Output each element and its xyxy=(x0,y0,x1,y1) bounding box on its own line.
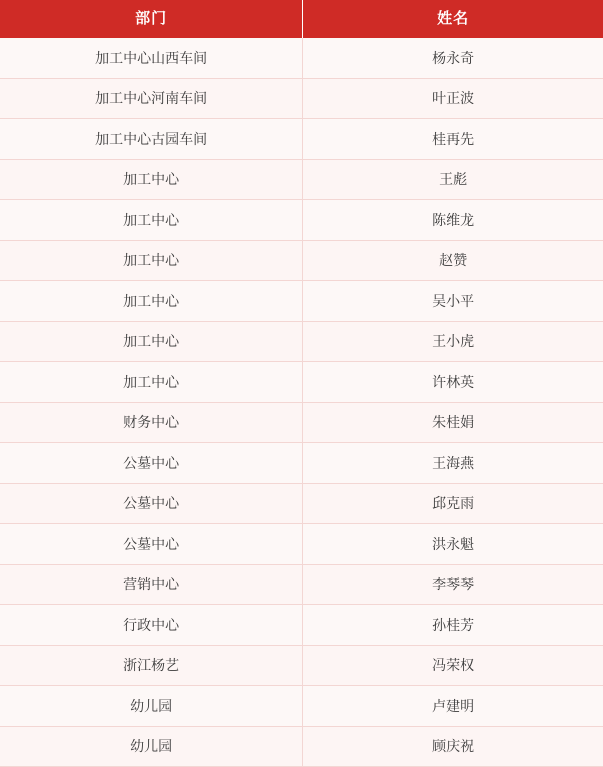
cell-name: 王小虎 xyxy=(303,321,603,362)
table-row xyxy=(0,159,603,200)
cell-department: 加工中心 xyxy=(0,159,303,200)
cell-department: 财务中心 xyxy=(0,402,303,443)
cell-department: 加工中心古园车间 xyxy=(0,119,303,160)
table-row xyxy=(0,645,603,686)
table-header xyxy=(0,0,603,38)
cell-name: 赵赞 xyxy=(303,240,603,281)
table-row xyxy=(0,321,603,362)
table-row xyxy=(0,686,603,727)
cell-department: 加工中心 xyxy=(0,240,303,281)
table-row xyxy=(0,362,603,403)
cell-name: 邱克雨 xyxy=(303,483,603,524)
cell-name: 冯荣权 xyxy=(303,645,603,686)
cell-name: 王海燕 xyxy=(303,443,603,484)
table-row xyxy=(0,605,603,646)
table-row xyxy=(0,78,603,119)
cell-department: 行政中心 xyxy=(0,605,303,646)
cell-name: 桂再先 xyxy=(303,119,603,160)
cell-department: 幼儿园 xyxy=(0,726,303,767)
table-row xyxy=(0,119,603,160)
cell-name: 王彪 xyxy=(303,159,603,200)
table-row xyxy=(0,402,603,443)
table-row xyxy=(0,38,603,78)
cell-name: 卢建明 xyxy=(303,686,603,727)
cell-name: 孙桂芳 xyxy=(303,605,603,646)
cell-department: 加工中心 xyxy=(0,321,303,362)
cell-department: 幼儿园 xyxy=(0,686,303,727)
cell-department: 公墓中心 xyxy=(0,483,303,524)
cell-name: 顾庆祝 xyxy=(303,726,603,767)
cell-department: 公墓中心 xyxy=(0,524,303,565)
table-row xyxy=(0,200,603,241)
cell-name: 陈维龙 xyxy=(303,200,603,241)
table-row xyxy=(0,443,603,484)
cell-name: 吴小平 xyxy=(303,281,603,322)
cell-name: 洪永魁 xyxy=(303,524,603,565)
table-row xyxy=(0,281,603,322)
cell-department: 公墓中心 xyxy=(0,443,303,484)
column-header-department: 部门 xyxy=(0,0,303,38)
table-header-row xyxy=(0,0,603,38)
table-row xyxy=(0,524,603,565)
table-row xyxy=(0,726,603,767)
table-row xyxy=(0,564,603,605)
cell-department: 加工中心 xyxy=(0,281,303,322)
cell-department: 加工中心山西车间 xyxy=(0,38,303,78)
column-header-name: 姓名 xyxy=(303,0,603,38)
cell-name: 李琴琴 xyxy=(303,564,603,605)
cell-name: 杨永奇 xyxy=(303,38,603,78)
cell-department: 加工中心 xyxy=(0,362,303,403)
cell-name: 叶正波 xyxy=(303,78,603,119)
table-row xyxy=(0,240,603,281)
cell-name: 朱桂娟 xyxy=(303,402,603,443)
cell-department: 加工中心 xyxy=(0,200,303,241)
table-row xyxy=(0,483,603,524)
cell-department: 浙江杨艺 xyxy=(0,645,303,686)
cell-department: 加工中心河南车间 xyxy=(0,78,303,119)
cell-name: 许林英 xyxy=(303,362,603,403)
table-body xyxy=(0,38,603,767)
cell-department: 营销中心 xyxy=(0,564,303,605)
